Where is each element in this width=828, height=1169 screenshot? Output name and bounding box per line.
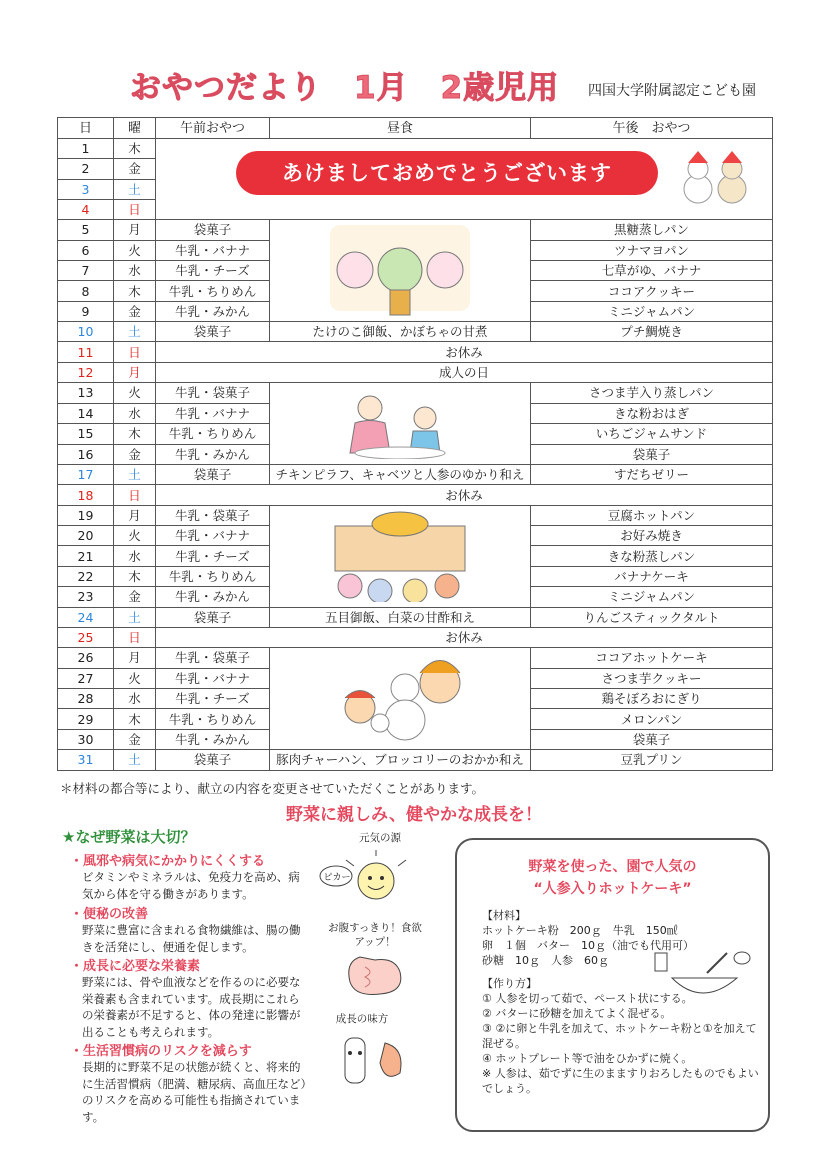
day-cell: 30: [58, 729, 114, 749]
day-cell: 14: [58, 403, 114, 424]
pm-snack-cell: さつま芋入り蒸しパン: [531, 383, 773, 404]
weekday-cell: 火: [114, 383, 156, 404]
pm-snack-cell: 黒糖蒸しパン: [531, 220, 773, 240]
am-snack-cell: 牛乳・みかん: [156, 444, 270, 465]
am-snack-cell: 牛乳・バナナ: [156, 403, 270, 424]
day-cell: 26: [58, 648, 114, 668]
am-snack-cell: 牛乳・みかん: [156, 301, 270, 321]
am-snack-cell: 牛乳・みかん: [156, 587, 270, 607]
header-pm-snack: 午後 おやつ: [531, 118, 773, 139]
am-snack-cell: 袋菓子: [156, 465, 270, 485]
day-cell: 3: [58, 179, 114, 199]
pm-snack-cell: いちごジャムサンド: [531, 424, 773, 445]
pm-snack-cell: バナナケーキ: [531, 566, 773, 586]
stomach-icon: [340, 952, 420, 1002]
header-day: 日: [58, 118, 114, 139]
slogan: 野菜に親しみ、健やかな成長を！: [285, 805, 543, 825]
greeting-cell: [156, 139, 773, 220]
weekday-cell: 木: [114, 139, 156, 159]
day-cell: 28: [58, 689, 114, 709]
lunch-illustration: [275, 383, 525, 459]
table-row: [58, 607, 773, 627]
day-cell: 13: [58, 383, 114, 404]
day-cell: 24: [58, 607, 114, 627]
table-row: [58, 342, 773, 362]
pm-snack-cell: 鶏そぼろおにぎり: [531, 689, 773, 709]
am-snack-cell: 袋菓子: [156, 322, 270, 342]
weekday-cell: 木: [114, 566, 156, 586]
pm-snack-cell: 豆乳プリン: [531, 750, 773, 770]
menu-note: ＊材料の都合等により、献立の内容を変更させていただくことがあります。: [60, 781, 485, 796]
header-lunch: 昼食: [270, 118, 531, 139]
weekday-cell: 土: [114, 750, 156, 770]
weekday-cell: 日: [114, 199, 156, 219]
pm-snack-cell: ココアホットケーキ: [531, 648, 773, 668]
day-cell: 2: [58, 159, 114, 179]
am-snack-cell: 袋菓子: [156, 750, 270, 770]
pm-snack-cell: 豆腐ホットパン: [531, 505, 773, 525]
day-cell: 20: [58, 526, 114, 546]
day-cell: 25: [58, 627, 114, 647]
table-row: [58, 383, 773, 404]
label-digestion: お腹すっきり！食欲アップ！: [328, 922, 422, 948]
am-snack-cell: 牛乳・袋菓子: [156, 648, 270, 668]
day-cell: 7: [58, 260, 114, 280]
am-snack-cell: 牛乳・ちりめん: [156, 709, 270, 729]
weekday-cell: 土: [114, 179, 156, 199]
day-cell: 15: [58, 424, 114, 445]
lunch-illustration-cell: [270, 383, 531, 465]
weekday-cell: 日: [114, 627, 156, 647]
day-cell: 23: [58, 587, 114, 607]
pm-snack-cell: メロンパン: [531, 709, 773, 729]
pm-snack-cell: お好み焼き: [531, 526, 773, 546]
menu-table: [57, 117, 773, 771]
am-snack-cell: 牛乳・袋菓子: [156, 505, 270, 525]
label-pika: ピカー: [323, 873, 351, 883]
pm-snack-cell: ココアクッキー: [531, 281, 773, 301]
weekday-cell: 金: [114, 301, 156, 321]
recipe-line: ② バターに砂糖を加えてよく混ぜる。: [482, 1007, 672, 1020]
pm-snack-cell: きな粉おはぎ: [531, 403, 773, 424]
why-section-body: 長期的に野菜不足の状態が続くと、将来的に生活習慣病（肥満、糖尿病、高血圧など）のリスクを高める可能性も指摘されています。: [82, 1060, 307, 1124]
weekday-cell: 金: [114, 729, 156, 749]
weekday-cell: 日: [114, 342, 156, 362]
table-row: [58, 322, 773, 342]
lunch-cell: 五目御飯、白菜の甘酢和え: [270, 607, 531, 627]
am-snack-cell: 牛乳・チーズ: [156, 260, 270, 280]
weekday-cell: 土: [114, 322, 156, 342]
day-cell: 29: [58, 709, 114, 729]
am-snack-cell: 牛乳・袋菓子: [156, 383, 270, 404]
weekday-cell: 木: [114, 709, 156, 729]
day-cell: 18: [58, 485, 114, 505]
weekday-cell: 月: [114, 362, 156, 382]
weekday-cell: 火: [114, 526, 156, 546]
weekday-cell: 月: [114, 220, 156, 240]
recipe-line: ※ 人参は、茹でずに生のまますりおろしたものでもよいでしょう。: [482, 1067, 759, 1095]
greeting-banner: あけましておめでとうございます: [236, 151, 658, 195]
holiday-cell: お休み: [156, 485, 773, 505]
weekday-cell: 土: [114, 465, 156, 485]
pm-snack-cell: 七草がゆ、バナナ: [531, 260, 773, 280]
weekday-cell: 木: [114, 424, 156, 445]
table-row: [58, 750, 773, 770]
header-am-snack: 午前おやつ: [156, 118, 270, 139]
recipe-line: ③ ②に卵と牛乳を加えて、ホットケーキ粉と①を加えて混ぜる。: [482, 1022, 757, 1050]
pm-snack-cell: ミニジャムパン: [531, 587, 773, 607]
am-snack-cell: 牛乳・ちりめん: [156, 424, 270, 445]
snowman-icon: [676, 149, 756, 209]
why-section: [70, 955, 310, 1040]
day-cell: 5: [58, 220, 114, 240]
recipe-box: [455, 838, 770, 1132]
day-cell: 19: [58, 505, 114, 525]
lunch-cell: 豚肉チャーハン、ブロッコリーのおかか和え: [270, 750, 531, 770]
day-cell: 9: [58, 301, 114, 321]
day-cell: 16: [58, 444, 114, 465]
why-section-heading: ・風邪や病気にかかりにくくする: [70, 854, 266, 869]
lunch-cell: たけのこ御飯、かぼちゃの甘煮: [270, 322, 531, 342]
weekday-cell: 金: [114, 444, 156, 465]
am-snack-cell: 袋菓子: [156, 220, 270, 240]
pm-snack-cell: ツナマヨパン: [531, 240, 773, 260]
table-row: [58, 465, 773, 485]
weekday-cell: 水: [114, 546, 156, 566]
bone-character-icon: [325, 1028, 425, 1088]
header-weekday: 曜: [114, 118, 156, 139]
day-cell: 17: [58, 465, 114, 485]
weekday-cell: 水: [114, 689, 156, 709]
lunch-cell: チキンピラフ、キャベツと人参のゆかり和え: [270, 465, 531, 485]
pm-snack-cell: すだちゼリー: [531, 465, 773, 485]
why-section-heading: ・便秘の改善: [70, 907, 149, 922]
day-cell: 6: [58, 240, 114, 260]
pm-snack-cell: 袋菓子: [531, 444, 773, 465]
recipe-title-line1: 野菜を使った、園で人気の: [528, 859, 697, 875]
why-section-heading: ・成長に必要な栄養素: [70, 959, 201, 974]
recipe-title: [457, 856, 768, 900]
pm-snack-cell: プチ鯛焼き: [531, 322, 773, 342]
why-section: [70, 850, 310, 902]
table-row: [58, 648, 773, 668]
day-cell: 12: [58, 362, 114, 382]
day-cell: 27: [58, 668, 114, 688]
why-section-body: 野菜には、骨や血液などを作るのに必要な栄養素も含まれています。成長期にこれらの栄養素が不足すると、体の発達に影響が出ることも考えられます。: [82, 975, 301, 1039]
weekday-cell: 月: [114, 648, 156, 668]
weekday-cell: 火: [114, 240, 156, 260]
am-snack-cell: 牛乳・バナナ: [156, 668, 270, 688]
pm-snack-cell: ミニジャムパン: [531, 301, 773, 321]
pm-snack-cell: りんごスティックタルト: [531, 607, 773, 627]
lunch-illustration: [275, 506, 525, 602]
holiday-cell: お休み: [156, 627, 773, 647]
lunch-illustration: [275, 220, 525, 316]
recipe-line: 卵 １個 バター 10ｇ（油でも代用可）: [482, 939, 694, 952]
day-cell: 10: [58, 322, 114, 342]
pm-snack-cell: きな粉蒸しパン: [531, 546, 773, 566]
am-snack-cell: 牛乳・みかん: [156, 729, 270, 749]
why-section: [70, 903, 310, 955]
weekday-cell: 火: [114, 668, 156, 688]
why-section-heading: ・生活習慣病のリスクを減らす: [70, 1044, 252, 1059]
weekday-cell: 日: [114, 485, 156, 505]
lunch-illustration-cell: [270, 648, 531, 750]
table-row: [58, 362, 773, 382]
recipe-line: ホットケーキ粉 200ｇ 牛乳 150㎖: [482, 924, 678, 937]
day-cell: 11: [58, 342, 114, 362]
bowl-icon: [647, 948, 757, 1008]
table-row: [58, 505, 773, 525]
recipe-title-line2: “人参入りホットケーキ”: [533, 881, 692, 897]
am-snack-cell: 袋菓子: [156, 607, 270, 627]
table-row: [58, 220, 773, 240]
holiday-cell: 成人の日: [156, 362, 773, 382]
am-snack-cell: 牛乳・バナナ: [156, 240, 270, 260]
day-cell: 22: [58, 566, 114, 586]
day-cell: 4: [58, 199, 114, 219]
page-title: おやつだより 1月 2歳児用: [130, 70, 560, 106]
label-growth: 成長の味方: [335, 1013, 389, 1025]
weekday-cell: 水: [114, 403, 156, 424]
day-cell: 21: [58, 546, 114, 566]
am-snack-cell: 牛乳・ちりめん: [156, 281, 270, 301]
am-snack-cell: 牛乳・ちりめん: [156, 566, 270, 586]
table-row: [58, 485, 773, 505]
weekday-cell: 土: [114, 607, 156, 627]
label-energy: 元気の源: [359, 832, 401, 844]
recipe-line: 【作り方】: [482, 977, 537, 990]
why-title: ★なぜ野菜は大切？: [62, 828, 196, 846]
day-cell: 1: [58, 139, 114, 159]
am-snack-cell: 牛乳・チーズ: [156, 546, 270, 566]
recipe-line: ④ ホットプレート等で油をひかずに焼く。: [482, 1052, 693, 1065]
table-row: [58, 139, 773, 159]
am-snack-cell: 牛乳・バナナ: [156, 526, 270, 546]
why-section-body: 野菜に豊富に含まれる食物繊維は、腸の働きを活発にし、便通を促します。: [82, 923, 301, 954]
pm-snack-cell: さつま芋クッキー: [531, 668, 773, 688]
recipe-line: ① 人参を切って茹で、ペースト状にする。: [482, 992, 693, 1005]
day-cell: 8: [58, 281, 114, 301]
why-section-body: ビタミンやミネラルは、免疫力を高め、病気から体を守る働きがあります。: [82, 870, 300, 901]
am-snack-cell: 牛乳・チーズ: [156, 689, 270, 709]
lunch-illustration-cell: [270, 505, 531, 607]
pm-snack-cell: 袋菓子: [531, 729, 773, 749]
weekday-cell: 水: [114, 260, 156, 280]
holiday-cell: お休み: [156, 342, 773, 362]
weekday-cell: 月: [114, 505, 156, 525]
weekday-cell: 金: [114, 159, 156, 179]
table-header: [58, 118, 773, 139]
day-cell: 31: [58, 750, 114, 770]
school-name: 四国大学附属認定こども園: [588, 83, 756, 99]
recipe-line: 【材料】: [482, 909, 526, 922]
recipe-line: 砂糖 10ｇ 人参 60ｇ: [482, 954, 609, 967]
table-row: [58, 627, 773, 647]
lunch-illustration: [275, 648, 525, 744]
weekday-cell: 金: [114, 587, 156, 607]
lunch-illustration-cell: [270, 220, 531, 322]
why-section: [70, 1040, 310, 1125]
weekday-cell: 木: [114, 281, 156, 301]
